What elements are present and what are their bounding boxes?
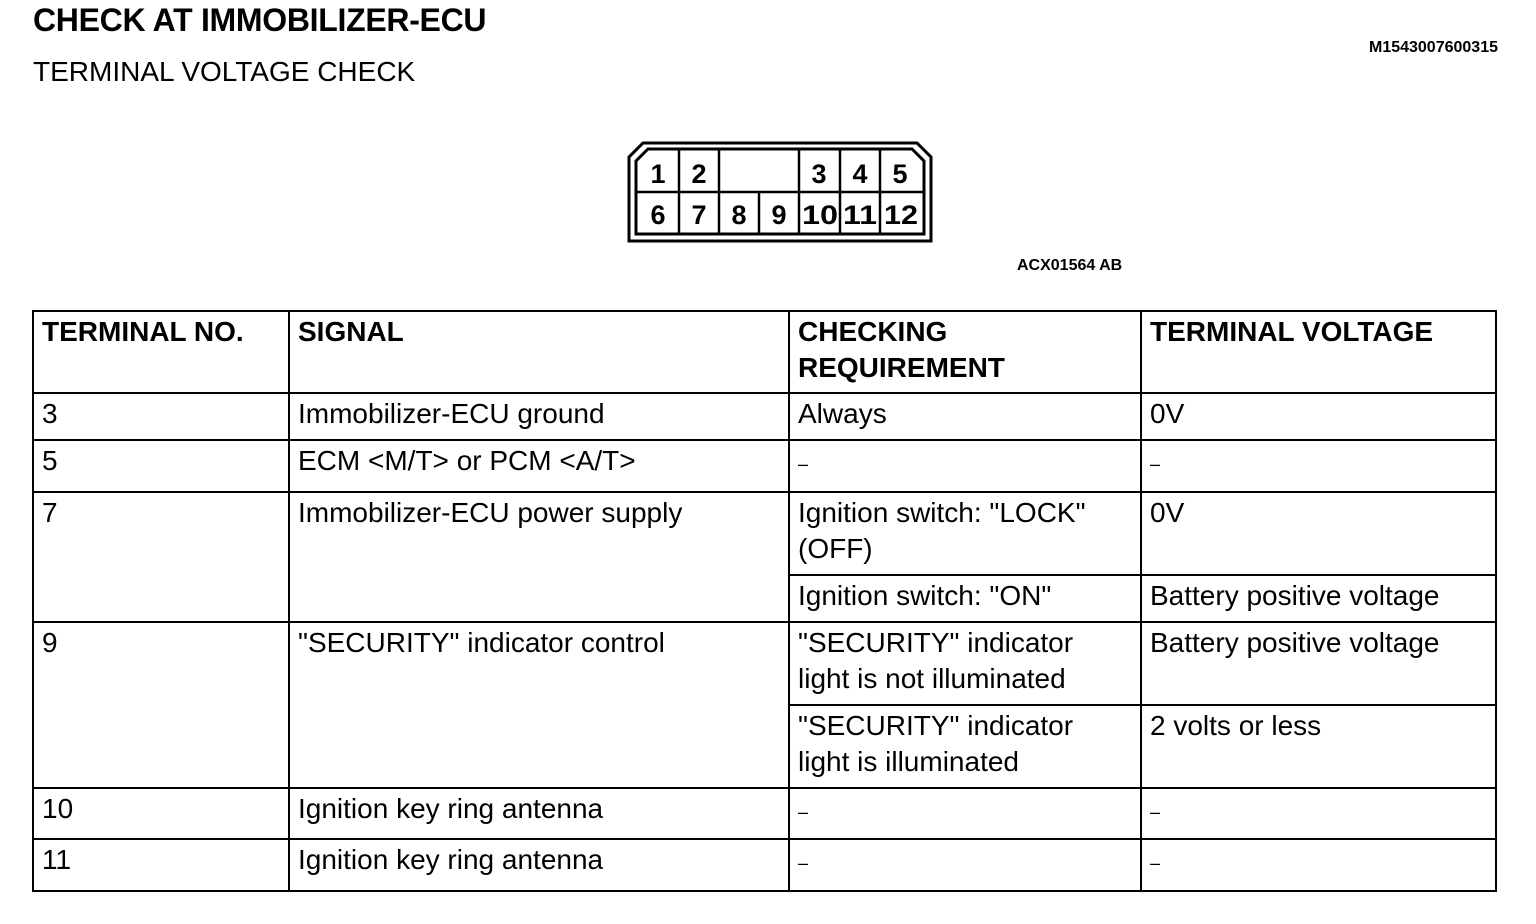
dash-value: – bbox=[798, 802, 809, 822]
page-subtitle: TERMINAL VOLTAGE CHECK bbox=[33, 56, 416, 87]
table-row bbox=[33, 492, 1496, 575]
requirement-cell bbox=[789, 440, 1141, 492]
connector-pin-5: 5 bbox=[892, 159, 908, 189]
voltage-cell bbox=[1141, 839, 1496, 891]
header-checking-requirement: CHECKING REQUIREMENT bbox=[789, 311, 1141, 393]
signal-cell: Immobilizer-ECU power supply bbox=[289, 492, 789, 622]
terminal-cell: 11 bbox=[33, 839, 289, 891]
voltage-cell bbox=[1141, 788, 1496, 839]
header-signal: SIGNAL bbox=[289, 311, 789, 393]
voltage-cell: 2 volts or less bbox=[1141, 705, 1496, 788]
connector-pin-1: 1 bbox=[650, 159, 666, 189]
voltage-cell: 0V bbox=[1141, 492, 1496, 575]
signal-cell: Ignition key ring antenna bbox=[289, 788, 789, 839]
connector-pin-2: 2 bbox=[691, 159, 707, 189]
connector-pin-8: 8 bbox=[731, 200, 747, 230]
page-title: CHECK AT IMMOBILIZER-ECU bbox=[33, 2, 487, 38]
table-row bbox=[33, 839, 1496, 891]
terminal-voltage-table bbox=[32, 310, 1497, 892]
dash-value: – bbox=[798, 454, 809, 474]
signal-cell: ECM <M/T> or PCM <A/T> bbox=[289, 440, 789, 492]
terminal-cell: 5 bbox=[33, 440, 289, 492]
requirement-cell: "SECURITY" indicator light is not illuminated bbox=[789, 622, 1141, 705]
table-row bbox=[33, 788, 1496, 839]
table-row bbox=[33, 393, 1496, 440]
voltage-cell: Battery positive voltage bbox=[1141, 622, 1496, 705]
connector-diagram bbox=[627, 141, 933, 243]
connector-pin-12: 12 bbox=[884, 200, 918, 230]
terminal-cell: 9 bbox=[33, 622, 289, 788]
requirement-cell: Always bbox=[789, 393, 1141, 440]
terminal-cell: 3 bbox=[33, 393, 289, 440]
requirement-cell bbox=[789, 839, 1141, 891]
connector-pin-6: 6 bbox=[650, 200, 666, 230]
requirement-cell: Ignition switch: "LOCK" (OFF) bbox=[789, 492, 1141, 575]
header-terminal-voltage: TERMINAL VOLTAGE bbox=[1141, 311, 1496, 393]
signal-cell: "SECURITY" indicator control bbox=[289, 622, 789, 788]
terminal-cell: 10 bbox=[33, 788, 289, 839]
connector-pin-10: 10 bbox=[802, 200, 838, 230]
table-header-row bbox=[33, 311, 1496, 393]
table-row bbox=[33, 440, 1496, 492]
requirement-cell: "SECURITY" indicator light is illuminated bbox=[789, 705, 1141, 788]
table-row bbox=[33, 622, 1496, 705]
voltage-cell: 0V bbox=[1141, 393, 1496, 440]
connector-pin-4: 4 bbox=[852, 159, 868, 189]
connector-pin-11: 11 bbox=[843, 200, 877, 230]
requirement-cell: Ignition switch: "ON" bbox=[789, 575, 1141, 622]
signal-cell: Immobilizer-ECU ground bbox=[289, 393, 789, 440]
dash-value: – bbox=[798, 853, 809, 873]
dash-value: – bbox=[1150, 454, 1161, 474]
document-id: M1543007600315 bbox=[1368, 39, 1498, 56]
voltage-cell bbox=[1141, 440, 1496, 492]
header-terminal-no: TERMINAL NO. bbox=[33, 311, 289, 393]
signal-cell: Ignition key ring antenna bbox=[289, 839, 789, 891]
figure-reference: ACX01564 AB bbox=[1017, 257, 1123, 274]
requirement-cell bbox=[789, 788, 1141, 839]
connector-pin-7: 7 bbox=[691, 200, 707, 230]
connector-pin-3: 3 bbox=[811, 159, 827, 189]
dash-value: – bbox=[1150, 853, 1161, 873]
connector-pin-9: 9 bbox=[771, 200, 787, 230]
terminal-cell: 7 bbox=[33, 492, 289, 622]
dash-value: – bbox=[1150, 802, 1161, 822]
voltage-cell: Battery positive voltage bbox=[1141, 575, 1496, 622]
